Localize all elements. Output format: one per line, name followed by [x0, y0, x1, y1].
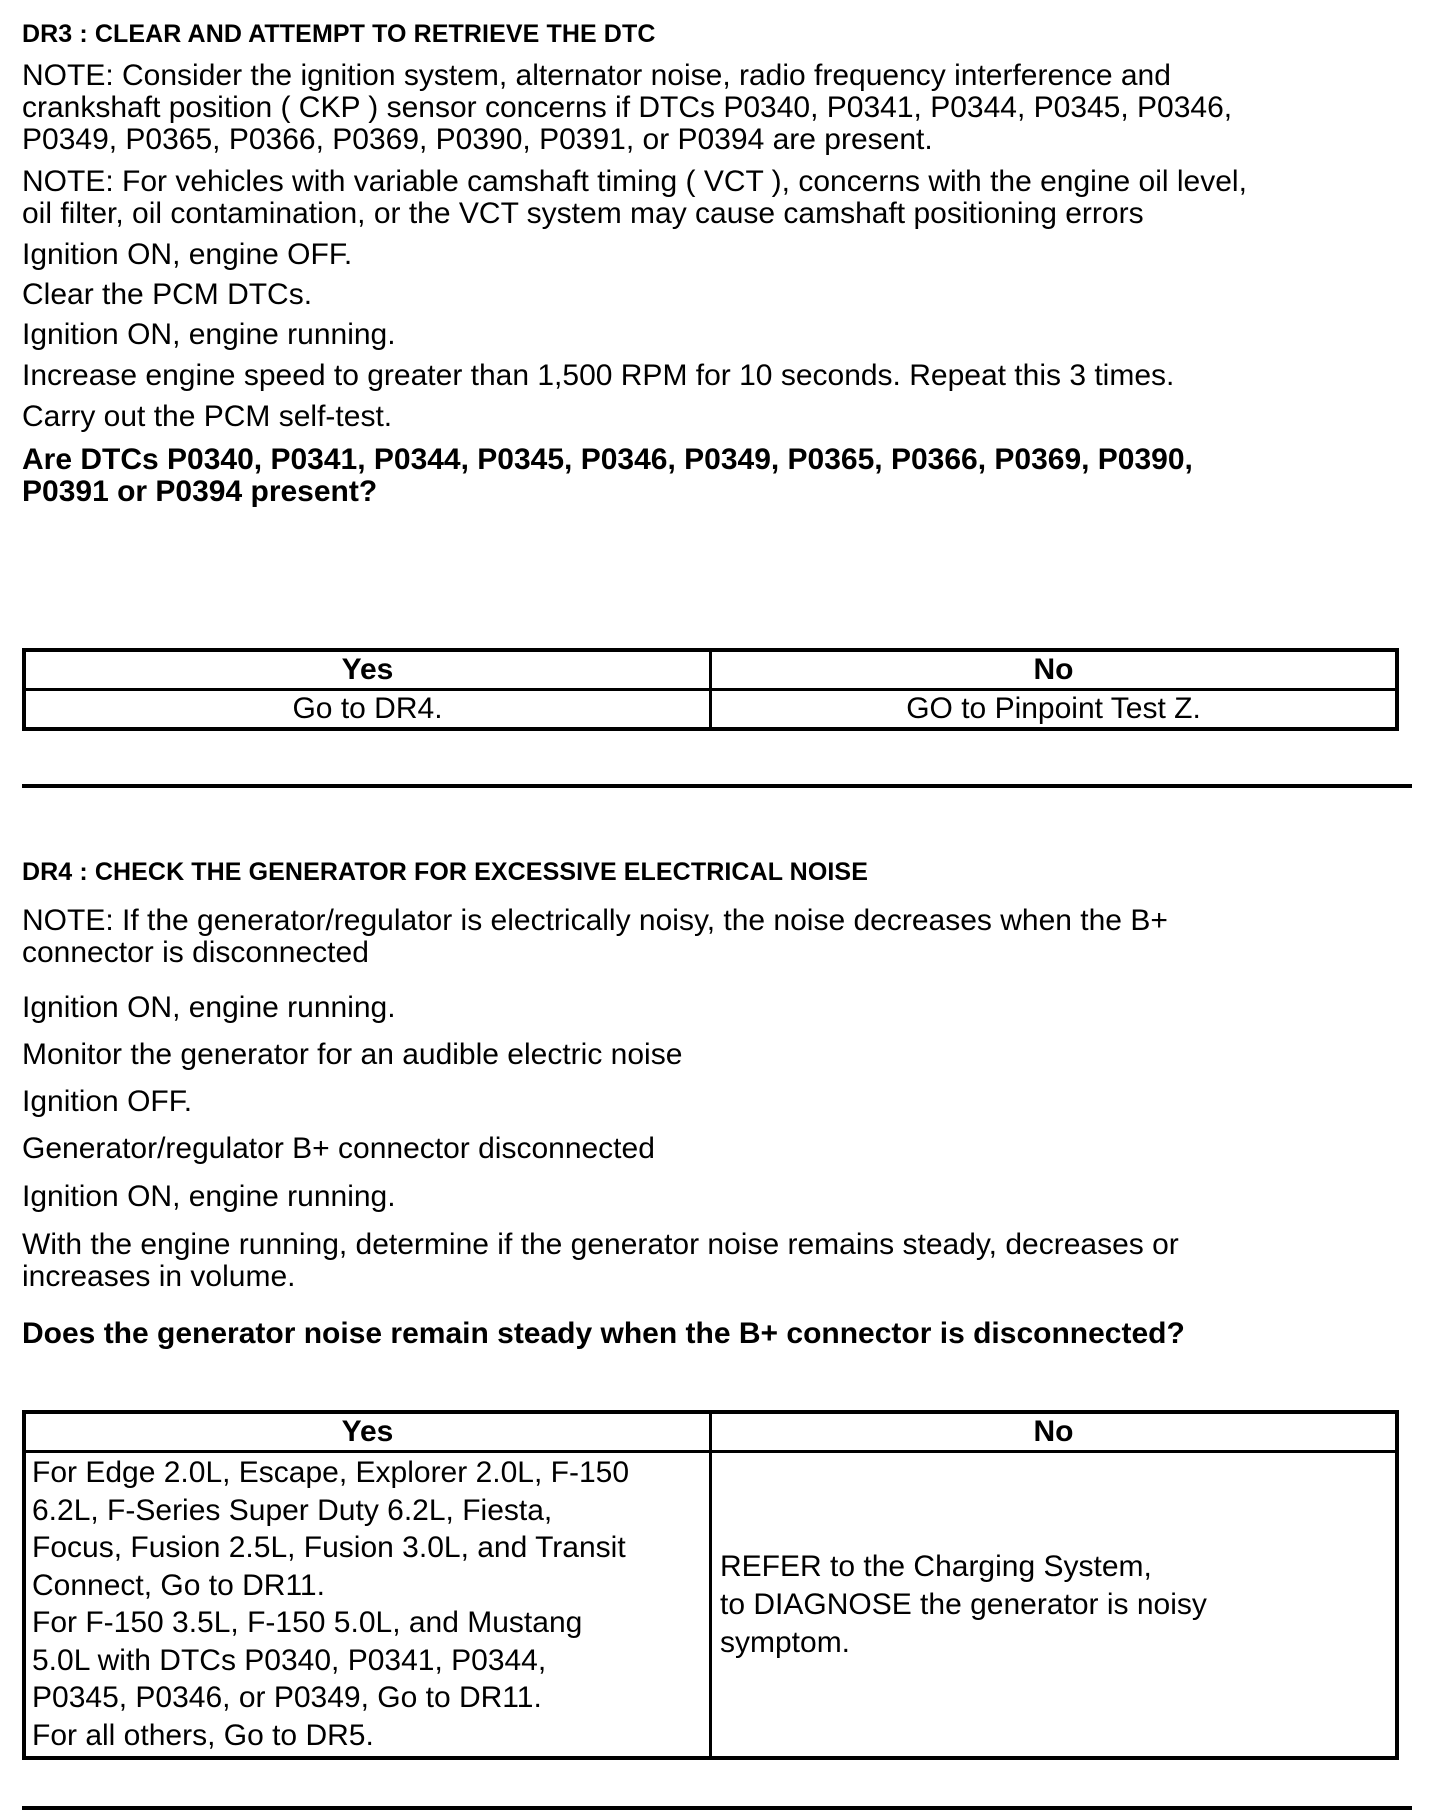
yes-line: 5.0L with DTCs P0340, P0341, P0344,	[32, 1643, 547, 1677]
dr4-step-6	[22, 1226, 1412, 1296]
yes-line: 6.2L, F-Series Super Duty 6.2L, Fiesta,	[32, 1493, 553, 1527]
yes-header: Yes	[24, 650, 711, 690]
dr3-question-line-1: Are DTCs P0340, P0341, P0344, P0345, P0346, P0349, P0365, P0366, P0369, P0390,	[22, 443, 1193, 476]
dr4-step-1: Ignition ON, engine running.	[22, 991, 396, 1024]
no-line: symptom.	[720, 1625, 851, 1659]
dr4-step-6-line-2: increases in volume.	[22, 1260, 296, 1293]
dr4-section	[22, 857, 1412, 887]
dr4-note-line-2: connector is disconnected	[22, 936, 369, 969]
dr4-step-2: Monitor the generator for an audible electric noise	[22, 1038, 683, 1071]
no-cell	[711, 1452, 1398, 1759]
yes-line: For all others, Go to DR5.	[32, 1718, 374, 1752]
dr4-step-3: Ignition OFF.	[22, 1085, 193, 1118]
section-divider	[22, 784, 1412, 788]
dr4-step-5: Ignition ON, engine running.	[22, 1180, 396, 1213]
table-row	[24, 690, 1397, 730]
dr3-step-3: Ignition ON, engine running.	[22, 318, 396, 351]
no-header: No	[711, 1412, 1398, 1452]
dr3-note-2-line-1: NOTE: For vehicles with variable camshaft timing ( VCT ), concerns with the engine oil level,	[22, 165, 1247, 198]
yes-line: For Edge 2.0L, Escape, Explorer 2.0L, F-150	[32, 1456, 629, 1489]
dr4-title: DR4 : CHECK THE GENERATOR FOR EXCESSIVE ELECTRICAL NOISE	[22, 858, 868, 886]
yes-cell: Go to DR4.	[24, 690, 711, 730]
dr3-question	[22, 441, 1412, 511]
dr3-note-2-line-2: oil filter, oil contamination, or the VCT system may cause camshaft positioning errors	[22, 197, 1144, 230]
dr3-step-4: Increase engine speed to greater than 1,500 RPM for 10 seconds. Repeat this 3 times.	[22, 359, 1175, 392]
dr4-note-line-1: NOTE: If the generator/regulator is electrically noisy, the noise decreases when the B+	[22, 904, 1168, 937]
no-cell: GO to Pinpoint Test Z.	[711, 690, 1398, 730]
yes-line: Focus, Fusion 2.5L, Fusion 3.0L, and Transit	[32, 1531, 626, 1564]
table-header-row	[24, 650, 1397, 690]
dr3-step-5: Carry out the PCM self-test.	[22, 400, 393, 433]
dr3-step-2: Clear the PCM DTCs.	[22, 278, 313, 311]
dr3-note-1-line-3: P0349, P0365, P0366, P0369, P0390, P0391, or P0394 are present.	[22, 123, 933, 156]
yes-line: Connect, Go to DR11.	[32, 1568, 325, 1602]
dr4-step-4: Generator/regulator B+ connector disconnected	[22, 1132, 655, 1165]
yes-cell	[24, 1452, 711, 1759]
table-header-row	[24, 1412, 1397, 1452]
dr4-question: Does the generator noise remain steady when the B+ connector is disconnected?	[22, 1317, 1185, 1350]
dr3-note-1-line-2: crankshaft position ( CKP ) sensor concerns if DTCs P0340, P0341, P0344, P0345, P0346,	[22, 91, 1233, 124]
yes-line: For F-150 3.5L, F-150 5.0L, and Mustang	[32, 1606, 583, 1639]
dr3-note-1-line-1: NOTE: Consider the ignition system, alternator noise, radio frequency interference and	[22, 59, 1171, 92]
dr3-step-1: Ignition ON, engine OFF.	[22, 238, 353, 271]
table-row	[24, 1452, 1397, 1759]
dr3-note-2	[22, 163, 1412, 233]
dr3-section	[22, 19, 1412, 49]
dr3-title: DR3 : CLEAR AND ATTEMPT TO RETRIEVE THE DTC	[22, 20, 656, 48]
dr3-answer-table	[22, 648, 1399, 731]
dr3-question-line-2: P0391 or P0394 present?	[22, 475, 378, 508]
dr3-note-1	[22, 57, 1412, 159]
section-divider	[22, 1806, 1412, 1810]
dr4-step-6-line-1: With the engine running, determine if the generator noise remains steady, decreases or	[22, 1228, 1179, 1261]
no-header: No	[711, 650, 1398, 690]
yes-header: Yes	[24, 1412, 711, 1452]
yes-line: P0345, P0346, or P0349, Go to DR11.	[32, 1681, 542, 1714]
dr4-note	[22, 902, 1412, 972]
dr4-answer-table	[22, 1410, 1399, 1760]
no-line: to DIAGNOSE the generator is noisy	[720, 1587, 1207, 1621]
no-line: REFER to the Charging System,	[720, 1549, 1152, 1583]
